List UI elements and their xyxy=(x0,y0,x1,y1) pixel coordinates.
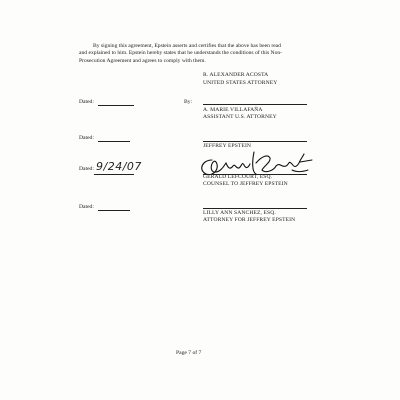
dated-label-4: Dated: xyxy=(79,204,94,210)
date-line-3 xyxy=(94,174,134,175)
dated-label-2: Dated: xyxy=(79,135,94,141)
sanchez-title: ATTORNEY FOR JEFFREY EPSTEIN xyxy=(203,217,296,223)
us-attorney-title: UNITED STATES ATTORNEY xyxy=(203,80,278,86)
certification-paragraph xyxy=(79,43,334,65)
sanchez-name: LILLY ANN SANCHEZ, ESQ. xyxy=(203,210,276,216)
dated-label-3: Dated: xyxy=(79,166,94,172)
epstein-name: JEFFREY EPSTEIN xyxy=(203,143,252,149)
us-attorney-name: R. ALEXANDER ACOSTA xyxy=(203,72,269,78)
date-line-1 xyxy=(98,105,134,106)
by-label: By: xyxy=(184,99,193,105)
handwritten-date: 9/24/07 xyxy=(96,160,142,173)
lefcourt-title: COUNSEL TO JEFFREY EPSTEIN xyxy=(203,181,288,187)
date-line-4 xyxy=(98,210,130,211)
signature-line-ausa xyxy=(203,104,307,105)
ausa-title: ASSISTANT U.S. ATTORNEY xyxy=(203,114,277,120)
date-line-2 xyxy=(98,141,130,142)
ausa-name: A. MARIE VILLAFAÑA xyxy=(203,107,263,113)
paragraph-line-2: and explained to him. Epstein hereby states that he understands the conditions of this Non- xyxy=(79,50,283,57)
signature-line-epstein xyxy=(203,141,307,142)
signature-line-sanchez xyxy=(203,208,307,209)
lefcourt-name: GERALD LEFCOURT, ESQ. xyxy=(203,174,273,180)
page-number: Page 7 of 7 xyxy=(176,350,202,356)
dated-label-1: Dated: xyxy=(79,99,94,105)
paragraph-line-1: By signing this agreement, Epstein asserts and certifies that the above has been read xyxy=(93,43,281,49)
paragraph-line-3: Prosecution Agreement and agrees to comply with them. xyxy=(79,57,206,64)
